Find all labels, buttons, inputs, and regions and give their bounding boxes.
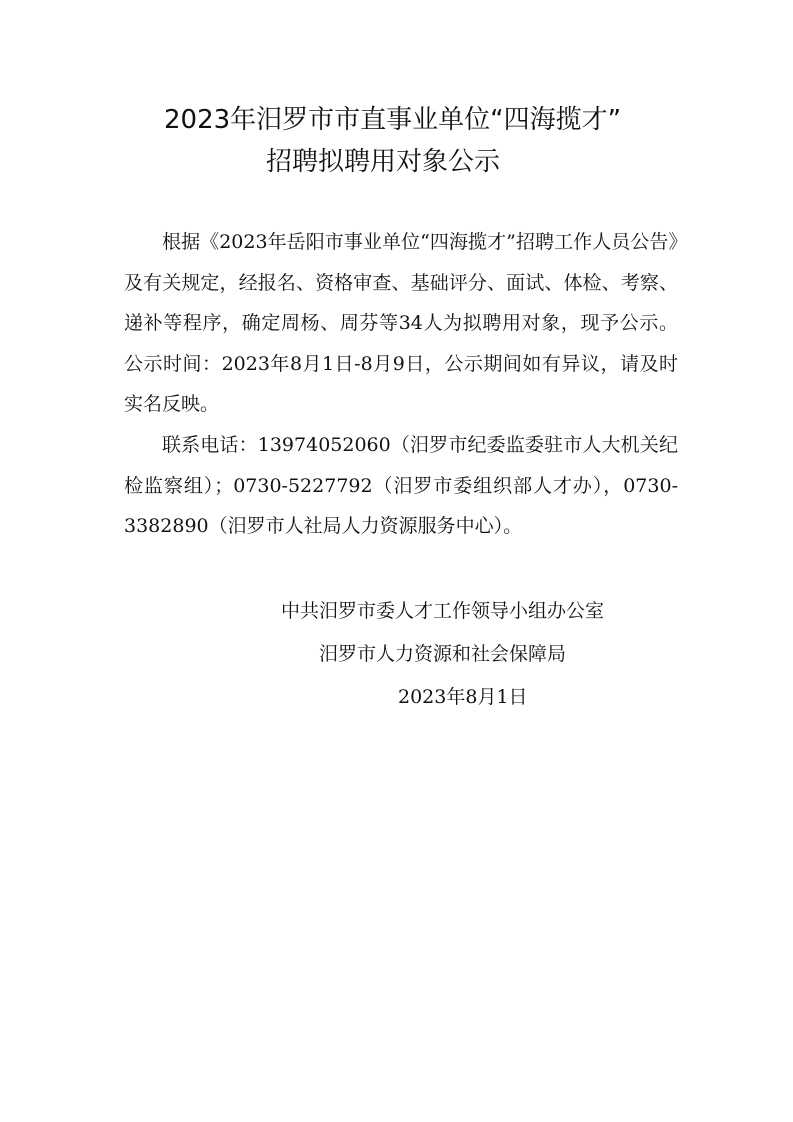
document-title-line-1: 2023年汨罗市市直事业单位“四海揽才” bbox=[164, 105, 622, 135]
signature-organization-2: 汨罗市人力资源和社会保障局 bbox=[319, 643, 567, 665]
signature-date: 2023年8月1日 bbox=[398, 686, 528, 708]
body-paragraph-announcement: 根据《2023年岳阳市事业单位“四海揽才”招聘工作人员公告》及有关规定，经报名、资格审查、基础评分、面试、体检、考察、递补等程序，确定周杨、周芬等34人为拟聘用对象，现予公示。公示时间：2023年8月1日-8月9日，公示期间如有异议，请及时实名反映。 bbox=[124, 231, 678, 415]
body-paragraph-contacts: 联系电话：13974052060（汨罗市纪委监委驻市人大机关纪检监察组）；0730-5227792（汨罗市委组织部人才办），0730-3382890（汨罗市人社局人力资源服务中心）。 bbox=[124, 434, 678, 537]
signature-organization-1: 中共汨罗市委人才工作领导小组办公室 bbox=[281, 600, 605, 622]
document-title-line-2: 招聘拟聘用对象公示 bbox=[266, 147, 501, 177]
